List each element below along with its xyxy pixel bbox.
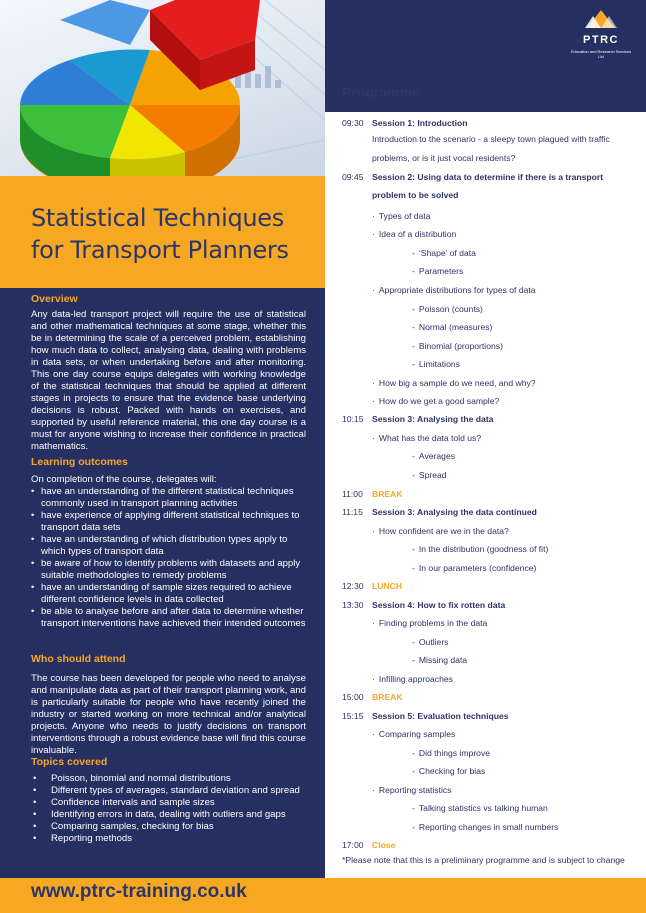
programme-subitem: - Checking for bias [412, 766, 485, 777]
programme-item: · How do we get a good sample? [372, 396, 499, 407]
programme-time: 11:15 [342, 507, 363, 517]
list-item: • Identifying errors in data, dealing with outliers and gaps [31, 809, 308, 821]
learning-outcomes-heading: Learning outcomes [31, 456, 128, 468]
logo-subtitle: Education and Research Services Ltd [570, 49, 632, 59]
programme-subitem: - Averages [412, 451, 455, 462]
programme-item: · Infilling approaches [372, 674, 453, 685]
who-should-attend-heading: Who should attend [31, 653, 126, 665]
programme-item: · Reporting statistics [372, 785, 451, 796]
course-title: Statistical Techniques for Transport Planners [31, 204, 289, 264]
programme-time: 12:30 [342, 581, 364, 591]
programme-subitem: - Parameters [412, 266, 463, 277]
list-item: • have an understanding of which distribution types apply to which types of transport data [31, 534, 308, 558]
break-label: BREAK [372, 692, 403, 702]
session-title: Session 3: Analysing the data continued [372, 507, 537, 517]
list-item: • be able to analyse before and after data to determine whether transport interventions have achieved their intended outcomes [31, 606, 308, 630]
programme-time: 17:00 [342, 840, 364, 850]
programme-note: *Please note that this is a preliminary programme and is subject to change [342, 855, 625, 865]
session-title: Session 3: Analysing the data [372, 414, 494, 424]
programme-time: 10:15 [342, 414, 364, 424]
programme-subitem: - ‘Shape’ of data [412, 248, 476, 259]
list-item: • have an understanding of the different statistical techniques commonly used in transport planning activities [31, 486, 308, 510]
learning-outcomes-list [31, 486, 308, 630]
learning-outcomes-intro: On completion of the course, delegates will: [31, 474, 217, 485]
break-label: LUNCH [372, 581, 403, 591]
programme-item: · Finding problems in the data [372, 618, 487, 629]
programme-item: · How big a sample do we need, and why? [372, 378, 536, 389]
session-description: problems, or is it just vocal residents? [372, 153, 516, 163]
list-item: • Confidence intervals and sample sizes [31, 797, 308, 809]
programme-subitem: - Normal (measures) [412, 322, 492, 333]
overview-text: Any data-led transport project will require the use of statistical and other mathematical techniques at some stage, whether this be in determining the scale of a perceived problem, establishing how much data to collect, analysing data, dealing with problems in data sets, or when undertaking before and after monitoring. This one day course equips delegates with working knowledge of the statistical techniques that should be applied at different stages in projects to ensure that the evidence base underlying decisions is robust. Packed with hands on exercises, and supported by useful reference material, this one day course is a must for anyone wishing to increase their confidence in practical mathematics. [31, 309, 306, 452]
list-item: • have an understanding of sample sizes required to achieve different confidence levels in data collected [31, 582, 308, 606]
topics-list [31, 773, 308, 845]
programme-title: Programme* [342, 84, 424, 100]
list-item: • Reporting methods [31, 833, 308, 845]
logo-name: PTRC [583, 34, 619, 46]
programme-time: 09:30 [342, 118, 364, 128]
programme-item: · What has the data told us? [372, 433, 481, 444]
programme-item: · How confident are we in the data? [372, 526, 509, 537]
programme-subitem: - Limitations [412, 359, 460, 370]
session-description: Introduction to the scenario - a sleepy town plagued with traffic [372, 134, 610, 144]
programme-subitem: - Poisson (counts) [412, 304, 483, 315]
topics-covered-heading: Topics covered [31, 756, 108, 768]
programme-subitem: - Outliers [412, 637, 448, 648]
programme-time: 11:00 [342, 489, 363, 499]
programme-item: · Appropriate distributions for types of data [372, 285, 536, 296]
session-title: Session 5: Evaluation techniques [372, 711, 509, 721]
session-title: problem to be solved [372, 190, 459, 200]
pie-chart-icon [0, 0, 325, 176]
programme-asterisk: * [419, 84, 424, 95]
list-item: • Comparing samples, checking for bias [31, 821, 308, 833]
overview-heading: Overview [31, 293, 78, 305]
list-item: • Poisson, binomial and normal distributions [31, 773, 308, 785]
break-label: Close [372, 840, 396, 850]
list-item: • be aware of how to identify problems with datasets and apply suitable methodologies to remedy problems [31, 558, 308, 582]
programme-item: · Idea of a distribution [372, 229, 456, 240]
programme-subitem: - Missing data [412, 655, 467, 666]
website-link[interactable]: www.ptrc-training.co.uk [31, 881, 247, 902]
break-label: BREAK [372, 489, 403, 499]
programme-subitem: - In the distribution (goodness of fit) [412, 544, 548, 555]
programme-item: · Types of data [372, 211, 430, 222]
programme-time: 15:15 [342, 711, 364, 721]
session-title: Session 1: Introduction [372, 118, 468, 128]
programme-time: 15:00 [342, 692, 364, 702]
who-should-attend-text: The course has been developed for people who need to analyse and manipulate data as part of their transport planning work, and is particularly suitable for people who have recently joined the industry or started working on more technical and/or analytical projects. Anyone who needs to justify decisions on transport interventions through a robust evidence base will find this course invaluable. [31, 673, 306, 756]
programme-item: · Comparing samples [372, 729, 455, 740]
programme-subitem: - Talking statistics vs talking human [412, 803, 548, 814]
programme-time: 09:45 [342, 172, 364, 182]
programme-subitem: - Binomial (proportions) [412, 341, 503, 352]
session-title: Session 2: Using data to determine if there is a transport [372, 172, 604, 182]
list-item: • have experience of applying different statistical techniques to transport data sets [31, 510, 308, 534]
programme-subitem: - Did things improve [412, 748, 490, 759]
session-title: Session 4: How to fix rotten data [372, 600, 506, 610]
list-item: • Different types of averages, standard deviation and spread [31, 785, 308, 797]
programme-subitem: - Reporting changes in small numbers [412, 822, 558, 833]
programme-subitem: - In our parameters (confidence) [412, 563, 536, 574]
programme-subitem: - Spread [412, 470, 447, 481]
programme-time: 13:30 [342, 600, 364, 610]
hero-image [0, 0, 325, 176]
